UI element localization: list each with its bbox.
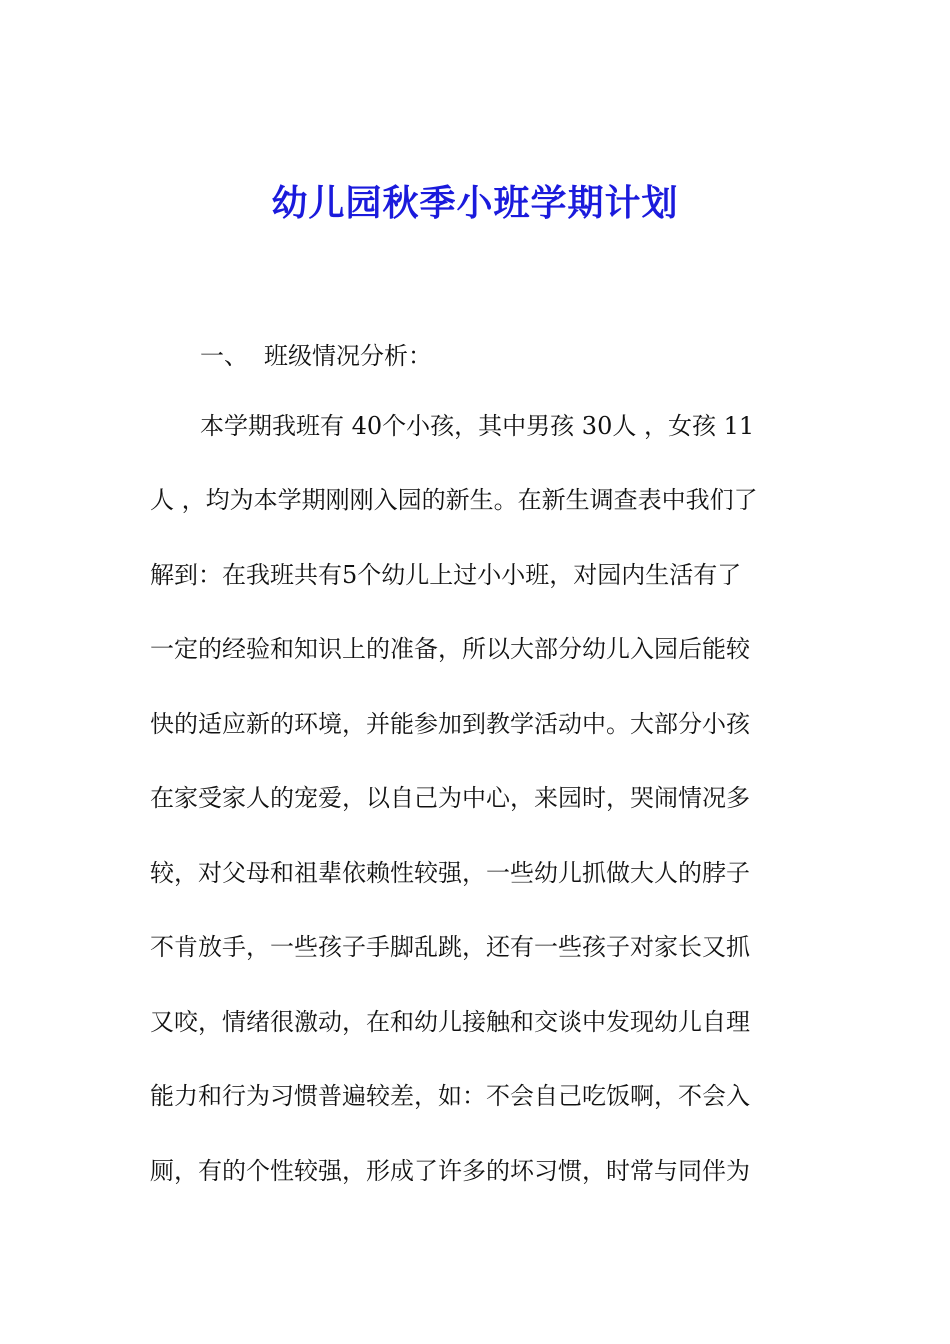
paragraph-line: 又咬，情绪很激动，在和幼儿接触和交谈中发现幼儿自理 xyxy=(150,1008,750,1036)
paragraph-line: 人 ，均为本学期刚刚入园的新生。在新生调查表中我们了 xyxy=(150,486,758,514)
paragraph-line: 在家受家人的宠爱，以自己为中心，来园时，哭闹情况多 xyxy=(150,784,750,812)
paragraph-line: 本学期我班有 40个小孩，其中男孩 30人 ，女孩 11 xyxy=(200,412,755,440)
section-number: 一、 xyxy=(200,342,248,370)
paragraph-line: 快的适应新的环境，并能参加到教学活动中。大部分小孩 xyxy=(150,710,750,738)
document-title: 幼儿园秋季小班学期计划 xyxy=(271,183,679,224)
paragraph-line: 解到：在我班共有5个幼儿上过小小班，对园内生活有了 xyxy=(150,561,742,589)
paragraph-line: 较，对父母和祖辈依赖性较强，一些幼儿抓做大人的脖子 xyxy=(150,859,750,887)
paragraph-line: 厕，有的个性较强，形成了许多的坏习惯，时常与同伴为 xyxy=(150,1157,750,1185)
paragraph-line: 不肯放手，一些孩子手脚乱跳，还有一些孩子对家长又抓 xyxy=(150,933,750,961)
section-heading-text: 班级情况分析： xyxy=(264,342,432,370)
paragraph-line: 一定的经验和知识上的准备，所以大部分幼儿入园后能较 xyxy=(150,635,750,663)
paragraph-line: 能力和行为习惯普遍较差，如：不会自己吃饭啊，不会入 xyxy=(150,1082,750,1110)
section-heading xyxy=(200,336,432,376)
